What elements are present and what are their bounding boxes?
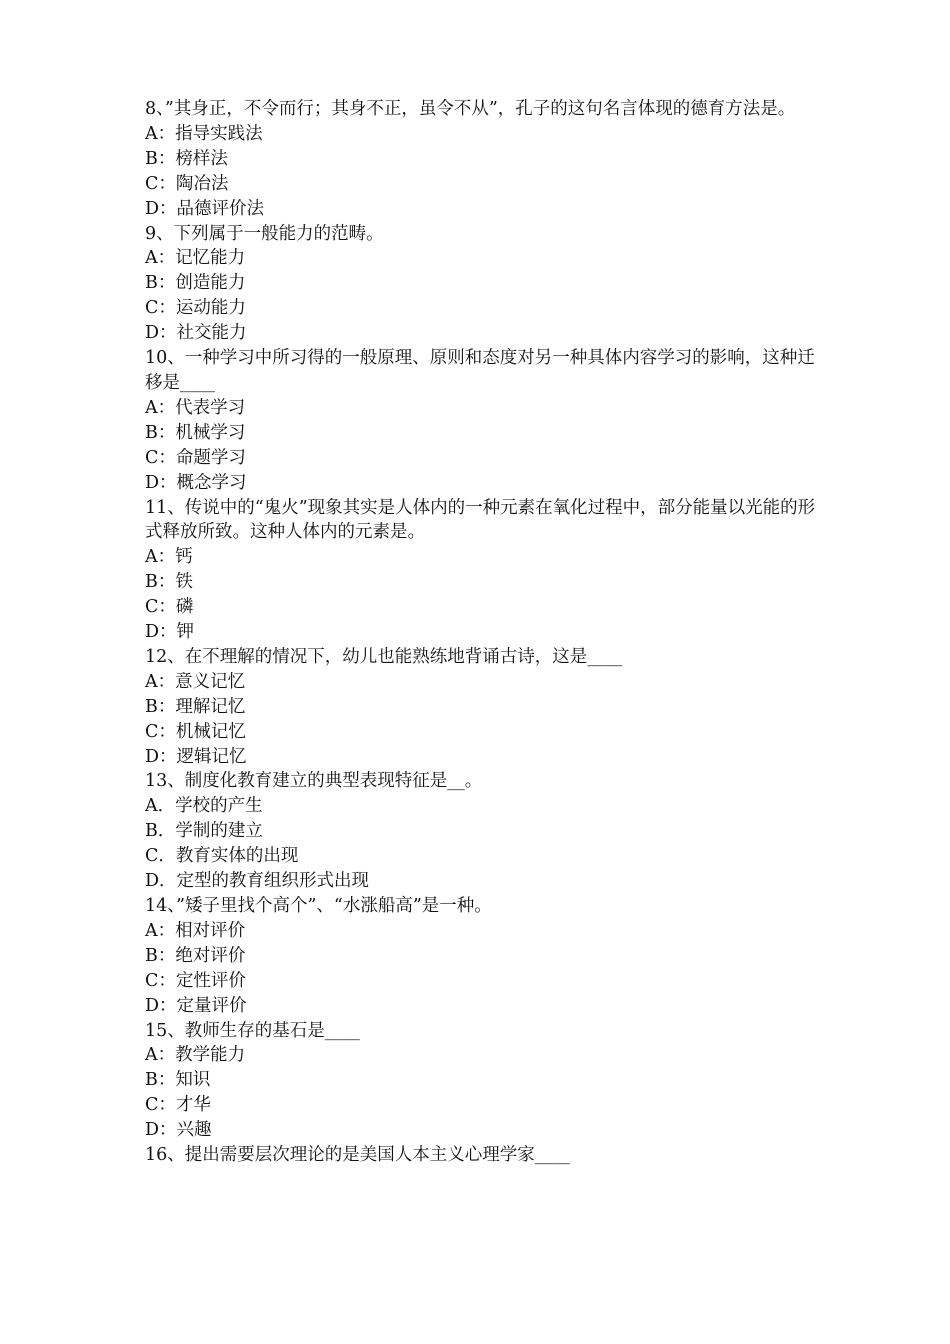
question-15 (145, 1019, 820, 1144)
question-8 (145, 97, 820, 222)
option-a: A：钙 (145, 547, 193, 568)
option-d: D．定型的教育组织形式出现 (145, 871, 370, 892)
option-c: C：才华 (145, 1095, 211, 1116)
question-9 (145, 222, 820, 347)
question-14 (145, 894, 820, 1019)
option-a: A：指导实践法 (145, 123, 263, 144)
option-c: C：命题学习 (145, 447, 246, 468)
option-d: D：逻辑记忆 (145, 746, 247, 767)
option-b: B：铁 (145, 572, 193, 593)
option-a: A．学校的产生 (145, 796, 263, 817)
question-text: 14、”矮子里找个高个”、“水涨船高”是一种。 (145, 896, 492, 916)
option-a: A：意义记忆 (145, 671, 246, 692)
option-d: D：概念学习 (145, 472, 247, 493)
option-c: C．教育实体的出现 (145, 846, 299, 867)
option-d: D：社交能力 (145, 323, 247, 344)
option-b: B：理解记忆 (145, 696, 246, 717)
option-d: D：钾 (145, 622, 195, 643)
question-16 (145, 1143, 820, 1168)
question-text: 12、在不理解的情况下，幼儿也能熟练地背诵古诗，这是____ (145, 646, 623, 667)
option-b: B．学制的建立 (145, 821, 263, 842)
option-a: A：代表学习 (145, 397, 246, 418)
option-c: C：运动能力 (145, 298, 246, 319)
option-a: A：记忆能力 (145, 248, 246, 269)
question-12 (145, 645, 820, 770)
question-text: 11、传说中的“鬼火”现象其实是人体内的一种元素在氧化过程中，部分能量以光能的形式释放所致。这种人体内的元素是。 (145, 497, 816, 543)
option-b: B：创造能力 (145, 273, 246, 294)
option-a: A：教学能力 (145, 1045, 246, 1066)
question-13 (145, 769, 820, 894)
question-10 (145, 346, 820, 495)
option-c: C：磷 (145, 597, 194, 618)
question-text: 15、教师生存的基石是____ (145, 1020, 360, 1041)
option-c: C：陶冶法 (145, 173, 229, 194)
question-text: 16、提出需要层次理论的是美国人本主义心理学家____ (145, 1145, 570, 1166)
option-c: C：机械记忆 (145, 721, 246, 742)
question-text: 8、”其身正，不令而行；其身不正，虽令不从”，孔子的这句名言体现的德育方法是。 (145, 99, 796, 119)
question-text: 9、下列属于一般能力的范畴。 (145, 223, 384, 244)
option-b: B：绝对评价 (145, 945, 246, 966)
option-d: D：兴趣 (145, 1120, 212, 1141)
question-text: 10、一种学习中所习得的一般原理、原则和态度对另一种具体内容学习的影响，这种迁移是____ (145, 348, 815, 393)
option-d: D：定量评价 (145, 995, 247, 1016)
option-b: B：机械学习 (145, 422, 246, 443)
question-list (145, 97, 820, 1168)
option-b: B：知识 (145, 1070, 211, 1091)
question-11 (145, 496, 820, 645)
option-c: C：定性评价 (145, 970, 246, 991)
option-b: B：榜样法 (145, 148, 228, 169)
option-d: D：品德评价法 (145, 198, 265, 219)
option-a: A：相对评价 (145, 920, 246, 941)
question-text: 13、制度化教育建立的典型表现特征是__。 (145, 771, 483, 792)
